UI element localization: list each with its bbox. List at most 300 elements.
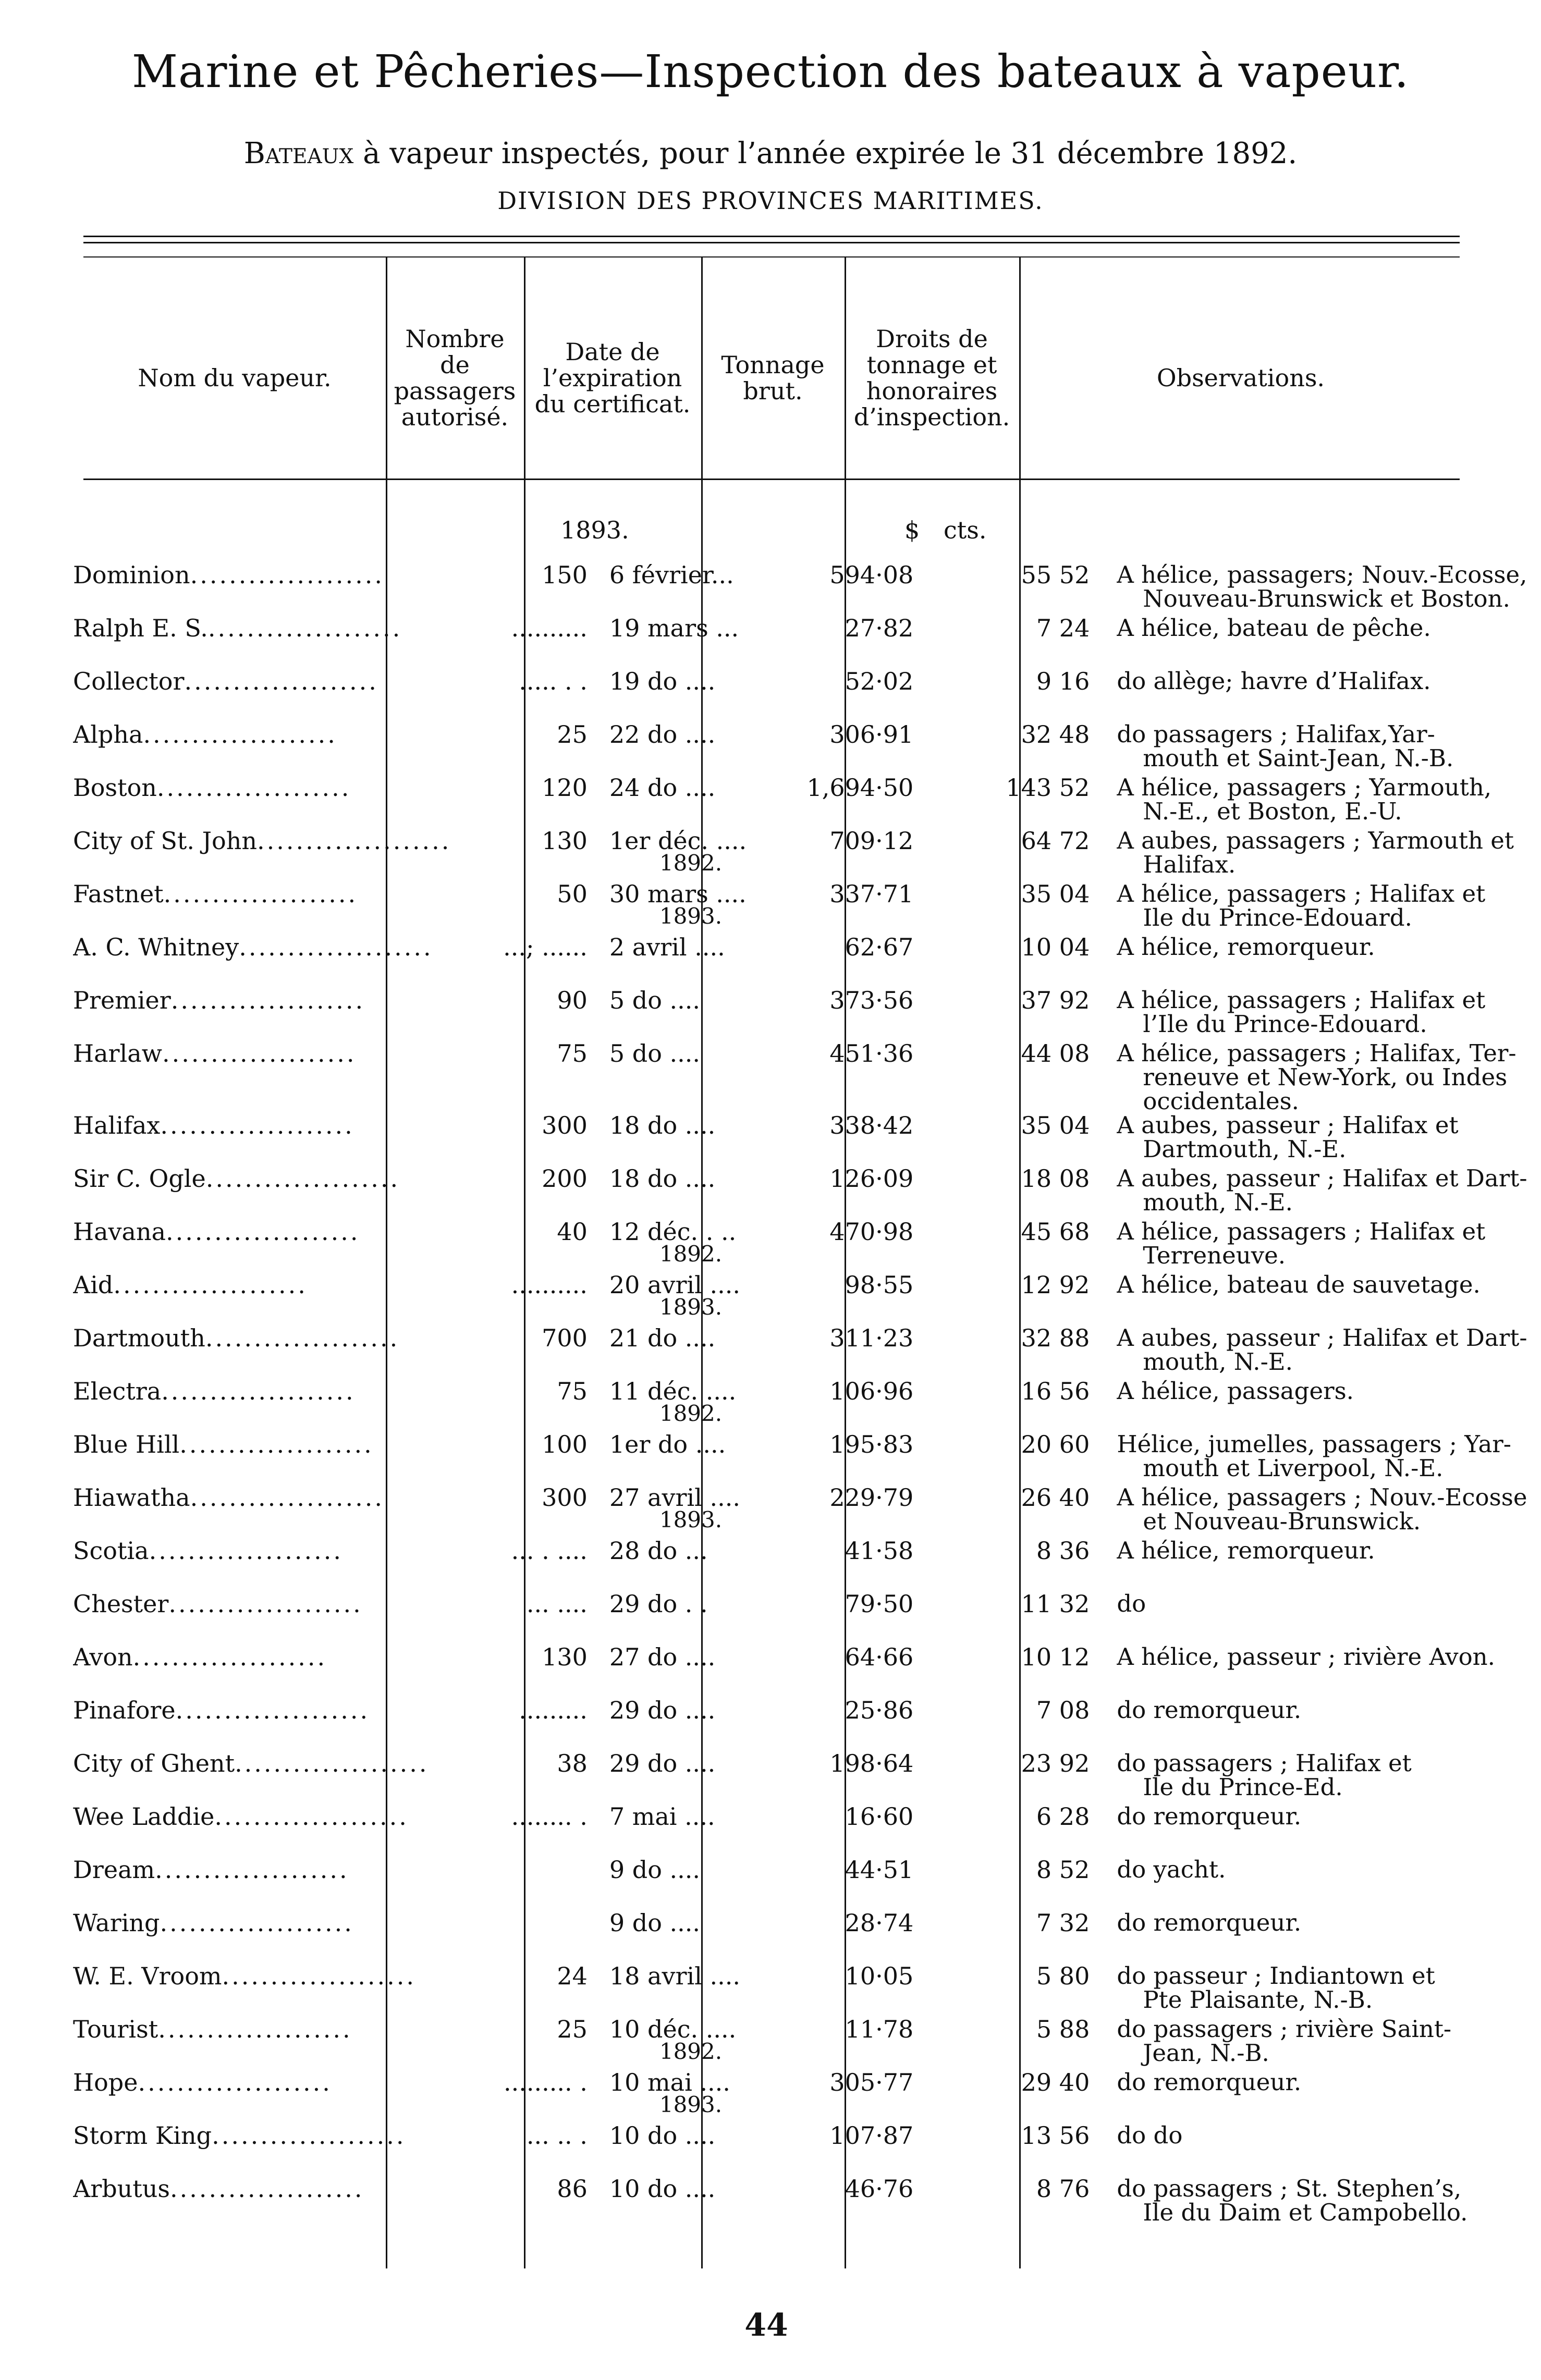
vessel-name bbox=[73, 1964, 451, 2017]
page-title: Marine et Pêcheries—Inspection des bateaux à vapeur. bbox=[131, 46, 1409, 98]
leader-dots: .................... bbox=[161, 1379, 356, 1405]
gross-tonnage: 25·86 bbox=[845, 1696, 914, 1724]
observation-text: do remorqueur. bbox=[1117, 2068, 1302, 2096]
inspection-fee: 6 28 bbox=[1036, 1802, 1090, 1831]
unit-cents: cts. bbox=[944, 516, 987, 544]
expiry-date bbox=[603, 1483, 772, 1539]
header-fees: Droits de tonnage et honoraires d’inspection. bbox=[853, 325, 1010, 431]
expiry-date bbox=[603, 1220, 772, 1273]
leader-dots: .................... bbox=[179, 1432, 374, 1458]
table-row bbox=[73, 1645, 1541, 1698]
leader-dots: .................... bbox=[190, 563, 385, 589]
inspection-fee: 9 16 bbox=[1036, 667, 1090, 695]
leader-dots: .................... bbox=[184, 669, 378, 695]
observation-continuation: mouth, N.-E. bbox=[1143, 1348, 1293, 1376]
year-marker: 1892. bbox=[659, 850, 723, 876]
observation-text: A hélice, passagers ; Halifax et bbox=[1117, 1218, 1486, 1245]
table-row bbox=[73, 1326, 1541, 1379]
gross-tonnage: 62·67 bbox=[845, 933, 914, 961]
leader-dots: .................... bbox=[160, 1911, 354, 1937]
expiry-date-text: 5 do .... bbox=[609, 1039, 701, 1068]
leader-dots: .................... bbox=[163, 882, 358, 908]
vessel-name bbox=[73, 829, 451, 882]
passenger-count bbox=[451, 1858, 603, 1911]
header-passengers: Nombre de passagers autorisé. bbox=[394, 325, 516, 431]
observation-text: A hélice, bateau de sauvetage. bbox=[1117, 1271, 1481, 1298]
passenger-count: 86 bbox=[557, 2175, 588, 2203]
vessel-name-text: Arbutus bbox=[73, 2177, 170, 2203]
vessel-name-text: Boston bbox=[73, 776, 157, 802]
vessel-name-text: City of Ghent bbox=[73, 1751, 235, 1777]
vessel-name-text: Dream bbox=[73, 1858, 155, 1884]
observations bbox=[1111, 1645, 1541, 1698]
inspection-fee: 37 92 bbox=[1021, 986, 1090, 1014]
table-top-rule bbox=[83, 256, 1460, 257]
passenger-count: ... . .... bbox=[511, 1537, 588, 1565]
observation-text: do do bbox=[1117, 2121, 1183, 2149]
leader-dots: .................... bbox=[235, 1751, 429, 1777]
vessel-name-text: Aid bbox=[73, 1273, 114, 1299]
expiry-date bbox=[603, 1911, 772, 1964]
expiry-date-text: 5 do .... bbox=[609, 986, 701, 1014]
expiry-date-text: 22 do .... bbox=[609, 720, 716, 749]
expiry-date bbox=[603, 1164, 772, 1220]
observations bbox=[1111, 722, 1541, 776]
vessel-name bbox=[73, 1113, 451, 1167]
observation-text: A hélice, passagers. bbox=[1117, 1377, 1354, 1405]
gross-tonnage: 126·09 bbox=[829, 1164, 914, 1193]
expiry-date-text: 10 déc. .... bbox=[609, 2015, 737, 2043]
gross-tonnage: 41·58 bbox=[845, 1537, 914, 1565]
gross-tonnage: 229·79 bbox=[829, 1483, 914, 1512]
observations bbox=[1111, 2017, 1541, 2070]
observation-text: A hélice, bateau de pêche. bbox=[1117, 614, 1431, 642]
vessel-name bbox=[73, 1220, 451, 1273]
vessel-name-text: Halifax bbox=[73, 1113, 161, 1139]
leader-dots: .................... bbox=[158, 2017, 352, 2043]
observation-text: do allège; havre d’Halifax. bbox=[1117, 667, 1431, 695]
observations bbox=[1111, 1220, 1541, 1273]
inspection-fee: 11 32 bbox=[1021, 1590, 1090, 1618]
expiry-date bbox=[603, 1113, 772, 1167]
vessel-name bbox=[73, 616, 451, 669]
passenger-count: 130 bbox=[542, 827, 588, 855]
division-heading: DIVISION DES PROVINCES MARITIMES. bbox=[497, 187, 1044, 215]
gross-tonnage: 337·71 bbox=[829, 880, 914, 908]
vessel-name bbox=[73, 1858, 451, 1911]
observation-text: A aubes, passeur ; Halifax et Dart- bbox=[1117, 1164, 1527, 1192]
table-row bbox=[73, 1113, 1541, 1167]
passenger-count: ...; ...... bbox=[503, 933, 588, 961]
passenger-count: .......... bbox=[511, 614, 588, 642]
passenger-count: 75 bbox=[557, 1377, 588, 1405]
vessel-name-text: Dartmouth bbox=[73, 1326, 205, 1352]
expiry-date-text: 20 avril .... bbox=[609, 1271, 740, 1299]
expiry-date bbox=[603, 1751, 772, 1805]
passenger-count: ........ . bbox=[511, 1802, 588, 1831]
subtitle-small-caps: Bateaux bbox=[243, 137, 354, 170]
top-rule-double bbox=[83, 242, 1460, 243]
inspection-fee: 13 56 bbox=[1021, 2121, 1090, 2150]
expiry-date-text: 9 do .... bbox=[609, 1856, 701, 1884]
header-tonnage: Tonnage brut. bbox=[721, 351, 825, 405]
expiry-date-text: 1er do .... bbox=[609, 1430, 726, 1458]
table-row bbox=[73, 669, 1541, 722]
gross-tonnage: 451·36 bbox=[829, 1039, 914, 1068]
leader-dots: .................... bbox=[222, 1964, 416, 1990]
expiry-date-text: 10 do .... bbox=[609, 2175, 716, 2203]
observations bbox=[1111, 829, 1541, 882]
vessel-name bbox=[73, 1751, 451, 1805]
vessel-name bbox=[73, 1539, 451, 1592]
passenger-count: ..... . . bbox=[519, 667, 588, 695]
observations bbox=[1111, 988, 1541, 1041]
passenger-count: 120 bbox=[542, 774, 588, 802]
year-marker: 1893. bbox=[659, 1294, 723, 1320]
observation-continuation: Terreneuve. bbox=[1143, 1242, 1286, 1269]
inspection-fee: 7 08 bbox=[1036, 1696, 1090, 1724]
vessel-name-text: Electra bbox=[73, 1379, 162, 1405]
vessel-name-text: Sir C. Ogle bbox=[73, 1167, 206, 1193]
expiry-date-text: 10 do .... bbox=[609, 2121, 716, 2150]
inspection-fee: 29 40 bbox=[1021, 2068, 1090, 2096]
observation-text: do passagers ; Halifax et bbox=[1117, 1749, 1412, 1777]
observation-continuation: l’Ile du Prince-Edouard. bbox=[1143, 1010, 1427, 1038]
vessel-name bbox=[73, 669, 451, 722]
inspection-fee: 35 04 bbox=[1021, 1111, 1090, 1139]
vessel-name-text: Fastnet bbox=[73, 882, 164, 908]
observation-continuation: mouth et Liverpool, N.-E. bbox=[1143, 1454, 1444, 1482]
vessel-name-text: Blue Hill bbox=[73, 1432, 180, 1458]
passenger-count: 300 bbox=[542, 1111, 588, 1139]
vessel-name bbox=[73, 1486, 451, 1539]
observations bbox=[1111, 1379, 1541, 1432]
expiry-date-text: 21 do .... bbox=[609, 1324, 716, 1352]
leader-dots: .................... bbox=[207, 616, 402, 642]
expiry-date bbox=[603, 1539, 772, 1592]
gross-tonnage: 198·64 bbox=[829, 1749, 914, 1777]
gross-tonnage: 64·66 bbox=[845, 1643, 914, 1671]
expiry-date-text: 7 mai .... bbox=[609, 1802, 715, 1831]
table-row bbox=[73, 1167, 1541, 1220]
table-row bbox=[73, 935, 1541, 988]
expiry-date-text: 11 déc. .... bbox=[609, 1377, 737, 1405]
observation-continuation: et Nouveau-Brunswick. bbox=[1143, 1507, 1421, 1535]
inspection-fee: 23 92 bbox=[1021, 1749, 1090, 1777]
expiry-date-text: 29 do .... bbox=[609, 1696, 716, 1724]
table-row bbox=[73, 2070, 1541, 2124]
gross-tonnage: 470·98 bbox=[829, 1218, 914, 1246]
passenger-count: 50 bbox=[557, 880, 588, 908]
inspection-fee: 64 72 bbox=[1021, 827, 1090, 855]
vessel-name bbox=[73, 776, 451, 829]
observations bbox=[1111, 2121, 1541, 2177]
observation-text: do remorqueur. bbox=[1117, 1909, 1302, 1936]
inspection-fee: 32 88 bbox=[1021, 1324, 1090, 1352]
observation-continuation: Jean, N.-B. bbox=[1143, 2039, 1269, 2067]
inspection-fee: 143 52 bbox=[1006, 774, 1090, 802]
vessel-name-text: Tourist bbox=[73, 2017, 158, 2043]
gross-tonnage: 305·77 bbox=[829, 2068, 914, 2096]
vessel-name bbox=[73, 1379, 451, 1432]
expiry-date bbox=[603, 882, 772, 935]
table-row bbox=[73, 882, 1541, 935]
leader-dots: .................... bbox=[170, 988, 365, 1014]
inspection-fee: 32 48 bbox=[1021, 720, 1090, 749]
vessel-name bbox=[73, 1645, 451, 1698]
gross-tonnage: 311·23 bbox=[829, 1324, 914, 1352]
table-body bbox=[73, 563, 1541, 2230]
gross-tonnage: 106·96 bbox=[829, 1377, 914, 1405]
observations bbox=[1111, 1751, 1541, 1805]
observation-text: Hélice, jumelles, passagers ; Yar- bbox=[1117, 1430, 1512, 1458]
gross-tonnage: 98·55 bbox=[845, 1271, 914, 1299]
table-row bbox=[73, 1220, 1541, 1273]
observations bbox=[1111, 1041, 1541, 1113]
expiry-date-text: 18 avril .... bbox=[609, 1962, 740, 1990]
observations bbox=[1111, 563, 1541, 616]
passenger-count: 25 bbox=[557, 2015, 588, 2043]
table-row bbox=[73, 1539, 1541, 1592]
observation-continuation: N.-E., et Boston, E.-U. bbox=[1143, 798, 1402, 825]
table-row bbox=[73, 1751, 1541, 1805]
observation-text: do remorqueur. bbox=[1117, 1696, 1302, 1724]
observation-text: do remorqueur. bbox=[1117, 1802, 1302, 1830]
leader-dots: .................... bbox=[175, 1698, 370, 1724]
leader-dots: .................... bbox=[162, 1041, 357, 1068]
table-row bbox=[73, 829, 1541, 882]
observations bbox=[1111, 882, 1541, 935]
expiry-date bbox=[603, 988, 772, 1041]
year-marker: 1893. bbox=[659, 903, 723, 929]
vessel-name-text: Scotia bbox=[73, 1539, 149, 1565]
vessel-name bbox=[73, 1698, 451, 1751]
gross-tonnage: 709·12 bbox=[829, 827, 914, 855]
expiry-date-text: 19 mars ... bbox=[609, 614, 739, 642]
inspection-fee: 5 88 bbox=[1036, 2015, 1090, 2043]
expiry-date bbox=[603, 776, 772, 829]
vessel-name-text: Avon bbox=[73, 1645, 133, 1671]
gross-tonnage: 46·76 bbox=[845, 2175, 914, 2203]
gross-tonnage: 27·82 bbox=[845, 614, 914, 642]
unit-year: 1893. bbox=[560, 516, 629, 544]
passenger-count: 75 bbox=[557, 1039, 588, 1068]
expiry-date-text: 18 do .... bbox=[609, 1111, 716, 1139]
passenger-count: 100 bbox=[542, 1430, 588, 1458]
passenger-count bbox=[451, 1911, 603, 1964]
observations bbox=[1111, 935, 1541, 988]
observation-text: A hélice, passagers ; Nouv.-Ecosse bbox=[1117, 1483, 1527, 1511]
observation-continuation: mouth et Saint-Jean, N.-B. bbox=[1143, 744, 1454, 772]
expiry-date bbox=[603, 1379, 772, 1432]
vessel-name bbox=[73, 1432, 451, 1486]
observation-text: A hélice, passagers ; Yarmouth, bbox=[1117, 774, 1492, 801]
vessel-name-text: Alpha bbox=[73, 722, 143, 749]
top-rule bbox=[83, 236, 1460, 237]
expiry-date-text: 1er déc. .... bbox=[609, 827, 747, 855]
expiry-date-text: 30 mars .... bbox=[609, 880, 747, 908]
observations bbox=[1111, 2177, 1541, 2230]
observation-text: A aubes, passagers ; Yarmouth et bbox=[1117, 827, 1514, 854]
vessel-name bbox=[73, 1041, 451, 1113]
expiry-date-text: 12 déc. . .. bbox=[609, 1218, 737, 1246]
leader-dots: .................... bbox=[155, 1858, 349, 1884]
inspection-fee: 45 68 bbox=[1021, 1218, 1090, 1246]
inspection-fee: 18 08 bbox=[1021, 1164, 1090, 1193]
observations bbox=[1111, 1113, 1541, 1167]
passenger-count: 38 bbox=[557, 1749, 588, 1777]
observations bbox=[1111, 1592, 1541, 1645]
leader-dots: .................... bbox=[205, 1167, 400, 1193]
vessel-name-text: Havana bbox=[73, 1220, 166, 1246]
vessel-name-text: Storm King bbox=[73, 2124, 212, 2150]
observation-continuation: Nouveau-Brunswick et Boston. bbox=[1143, 585, 1510, 612]
vessel-name-text: Hope bbox=[73, 2070, 138, 2096]
expiry-date bbox=[603, 1698, 772, 1751]
leader-dots: .................... bbox=[190, 1486, 385, 1512]
table-row bbox=[73, 1805, 1541, 1858]
observation-text: A hélice, remorqueur. bbox=[1117, 1537, 1375, 1564]
leader-dots: .................... bbox=[168, 1592, 363, 1618]
leader-dots: .................... bbox=[143, 722, 337, 749]
table-row bbox=[73, 988, 1541, 1041]
expiry-date-text: 9 do .... bbox=[609, 1909, 701, 1937]
vessel-name bbox=[73, 563, 451, 616]
gross-tonnage: 16·60 bbox=[845, 1802, 914, 1831]
passenger-count: .......... bbox=[511, 1271, 588, 1299]
passenger-count: ......... . bbox=[504, 2068, 588, 2096]
observation-text: do passagers ; Halifax,Yar- bbox=[1117, 720, 1435, 748]
gross-tonnage: 195·83 bbox=[829, 1430, 914, 1458]
table-row bbox=[73, 563, 1541, 616]
observations bbox=[1111, 669, 1541, 722]
passenger-count: 130 bbox=[542, 1643, 588, 1671]
leader-dots: .................... bbox=[212, 2124, 406, 2150]
observation-text: A hélice, remorqueur. bbox=[1117, 933, 1375, 961]
inspection-fee: 8 52 bbox=[1036, 1856, 1090, 1884]
table-row bbox=[73, 1858, 1541, 1911]
observation-text: do passagers ; St. Stephen’s, bbox=[1117, 2175, 1462, 2202]
table-row bbox=[73, 616, 1541, 669]
table-row bbox=[73, 1273, 1541, 1326]
gross-tonnage: 594·08 bbox=[829, 561, 914, 589]
inspection-fee: 35 04 bbox=[1021, 880, 1090, 908]
observations bbox=[1111, 776, 1541, 829]
table-row bbox=[73, 2124, 1541, 2177]
inspection-fee: 26 40 bbox=[1021, 1483, 1090, 1512]
observation-continuation: mouth, N.-E. bbox=[1143, 1188, 1293, 1216]
inspection-fee: 7 24 bbox=[1036, 614, 1090, 642]
gross-tonnage: 11·78 bbox=[845, 2015, 914, 2043]
observation-continuation: Ile du Prince-Edouard. bbox=[1143, 904, 1412, 931]
inspection-fee: 12 92 bbox=[1021, 1271, 1090, 1299]
expiry-date bbox=[603, 1273, 772, 1326]
passenger-count: 40 bbox=[557, 1218, 588, 1246]
leader-dots: .................... bbox=[160, 1113, 354, 1139]
observation-text: A hélice, passagers; Nouv.-Ecosse, bbox=[1117, 561, 1527, 588]
observation-text: do passagers ; rivière Saint- bbox=[1117, 2015, 1452, 2043]
passenger-count: 24 bbox=[557, 1962, 588, 1990]
observation-continuation: reneuve et New-York, ou Indes occidentales. bbox=[1143, 1063, 1508, 1115]
table-row bbox=[73, 722, 1541, 776]
vessel-name-text: Collector bbox=[73, 669, 185, 695]
inspection-fee: 8 76 bbox=[1036, 2175, 1090, 2203]
year-marker: 1893. bbox=[659, 2092, 723, 2117]
inspection-fee: 20 60 bbox=[1021, 1430, 1090, 1458]
expiry-date bbox=[603, 2017, 772, 2070]
observations bbox=[1111, 1964, 1541, 2017]
observation-text: do passeur ; Indiantown et bbox=[1117, 1962, 1435, 1990]
vessel-name bbox=[73, 882, 451, 935]
table-row bbox=[73, 1911, 1541, 1964]
passenger-count: ... .. . bbox=[526, 2121, 588, 2150]
inspection-fee: 8 36 bbox=[1036, 1537, 1090, 1565]
expiry-date bbox=[603, 1432, 772, 1486]
gross-tonnage: 28·74 bbox=[845, 1909, 914, 1937]
header-bottom-rule bbox=[83, 479, 1460, 480]
inspection-fee: 5 80 bbox=[1036, 1962, 1090, 1990]
expiry-date-text: 19 do .... bbox=[609, 667, 716, 695]
expiry-date bbox=[603, 616, 772, 669]
passenger-count: 700 bbox=[542, 1324, 588, 1352]
leader-dots: .................... bbox=[205, 1326, 400, 1352]
observation-text: do yacht. bbox=[1117, 1856, 1226, 1883]
table-row bbox=[73, 1486, 1541, 1539]
inspection-fee: 44 08 bbox=[1021, 1039, 1090, 1068]
expiry-date bbox=[603, 2070, 772, 2124]
expiry-date bbox=[603, 1802, 772, 1858]
observation-text: A hélice, passeur ; rivière Avon. bbox=[1117, 1643, 1495, 1671]
vessel-name-text: Ralph E. S. bbox=[73, 616, 208, 642]
expiry-date-text: 18 do .... bbox=[609, 1164, 716, 1193]
vessel-name-text: Dominion bbox=[73, 563, 190, 589]
page-subtitle bbox=[0, 137, 1541, 170]
vessel-name bbox=[73, 988, 451, 1041]
observations bbox=[1111, 2070, 1541, 2124]
table-row bbox=[73, 776, 1541, 829]
gross-tonnage: 44·51 bbox=[845, 1856, 914, 1884]
expiry-date-text: 6 février... bbox=[609, 561, 734, 589]
expiry-date bbox=[603, 829, 772, 882]
observations bbox=[1111, 1911, 1541, 1964]
unit-dollars: $ bbox=[904, 516, 920, 544]
table-row bbox=[73, 2177, 1541, 2230]
observations bbox=[1111, 1698, 1541, 1751]
vessel-name-text: City of St. John bbox=[73, 829, 257, 855]
gross-tonnage: 373·56 bbox=[829, 986, 914, 1014]
header-date: Date de l’expiration du certificat. bbox=[534, 338, 691, 418]
vessel-name bbox=[73, 2017, 451, 2070]
observations bbox=[1111, 1802, 1541, 1858]
header-observations: Observations. bbox=[1156, 364, 1325, 392]
vessel-name bbox=[73, 2124, 451, 2177]
expiry-date bbox=[603, 2121, 772, 2177]
subtitle-text: à vapeur inspectés, pour l’année expirée le 31 décembre 1892. bbox=[353, 137, 1298, 170]
leader-dots: .................... bbox=[239, 935, 433, 961]
observation-continuation: Ile du Prince-Ed. bbox=[1143, 1773, 1343, 1801]
vessel-name-text: Premier bbox=[73, 988, 171, 1014]
expiry-date-text: 27 avril .... bbox=[609, 1483, 740, 1512]
observation-text: A hélice, passagers ; Halifax et bbox=[1117, 986, 1486, 1014]
observations bbox=[1111, 1858, 1541, 1911]
year-marker: 1892. bbox=[659, 1401, 723, 1426]
year-marker: 1892. bbox=[659, 2039, 723, 2064]
gross-tonnage: 52·02 bbox=[845, 667, 914, 695]
observations bbox=[1111, 1326, 1541, 1379]
leader-dots: .................... bbox=[132, 1645, 327, 1671]
expiry-date bbox=[603, 1964, 772, 2017]
expiry-date bbox=[603, 1592, 772, 1645]
